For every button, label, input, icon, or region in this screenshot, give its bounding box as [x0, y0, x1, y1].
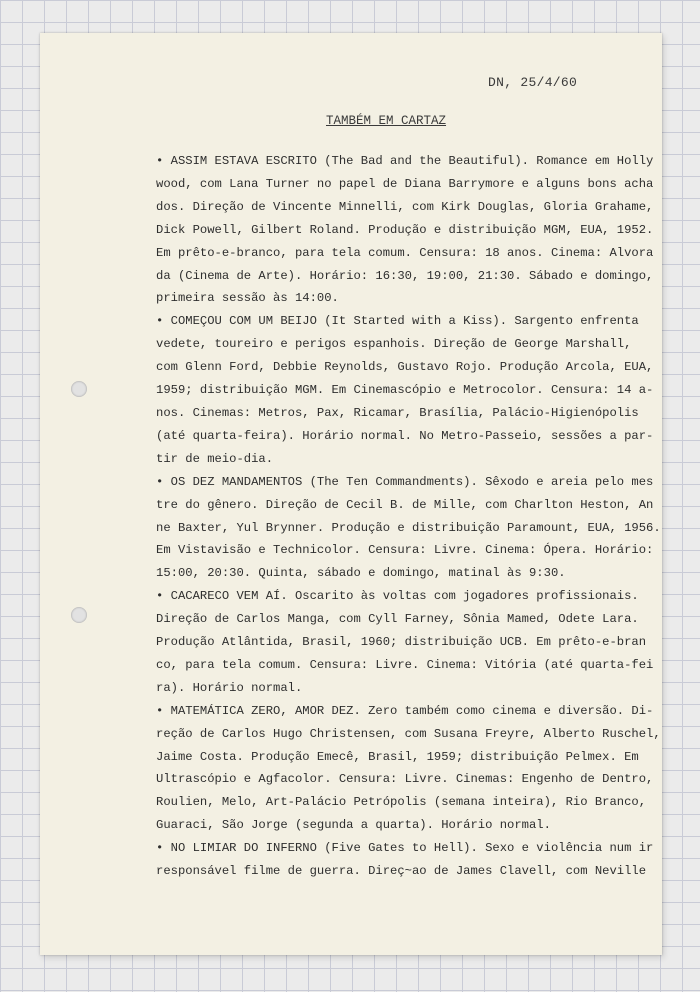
text-line: com Glenn Ford, Debbie Reynolds, Gustavo Rojo. Produção Arcola, EUA, [156, 360, 654, 375]
text-line: Direção de Carlos Manga, com Cyll Farney, Sônia Mamed, Odete Lara. [156, 612, 639, 627]
punch-hole-bottom [71, 607, 87, 623]
text-line: Em Vistavisão e Technicolor. Censura: Livre. Cinema: Ópera. Horário: [156, 543, 654, 558]
page-title: TAMBÉM EM CARTAZ [326, 114, 447, 128]
typed-page [40, 33, 662, 955]
text-line: 1959; distribuição MGM. Em Cinemascópio e Metrocolor. Censura: 14 a- [156, 383, 654, 398]
text-line: Jaime Costa. Produção Emecê, Brasil, 1959; distribuição Pelmex. Em [156, 749, 639, 764]
text-line: Dick Powell, Gilbert Roland. Produção e distribuição MGM, EUA, 1952. [156, 222, 654, 237]
text-line: reção de Carlos Hugo Christensen, com Susana Freyre, Alberto Ruschel, [156, 726, 661, 741]
text-line: (até quarta-feira). Horário normal. No Metro-Passeio, sessões a par- [156, 428, 654, 443]
text-line: Ultrascópio e Agfacolor. Censura: Livre. Cinemas: Engenho de Dentro, [156, 772, 654, 787]
text-line: Guaraci, São Jorge (segunda a quarta). Horário normal. [156, 818, 551, 833]
text-line: Produção Atlântida, Brasil, 1960; distribuição UCB. Em prêto-e-bran [156, 635, 647, 650]
text-line: Em prêto-e-branco, para tela comum. Censura: 18 anos. Cinema: Alvora [156, 245, 654, 260]
text-line: • OS DEZ MANDAMENTOS (The Ten Commandments). Sêxodo e areia pelo mes [156, 474, 654, 489]
text-line: tir de meio-dia. [156, 451, 274, 466]
text-line: • NO LIMIAR DO INFERNO (Five Gates to Hell). Sexo e violência num ir [156, 841, 654, 856]
text-line: wood, com Lana Turner no papel de Diana Barrymore e alguns bons acha [156, 176, 654, 191]
text-line: ne Baxter, Yul Brynner. Produção e distribuição Paramount, EUA, 1956. [156, 520, 661, 535]
text-line: nos. Cinemas: Metros, Pax, Ricamar, Brasília, Palácio-Higienópolis [156, 405, 639, 420]
text-line: tre do gênero. Direção de Cecil B. de Mille, com Charlton Heston, An [156, 497, 654, 512]
text-line: responsável filme de guerra. Direç~ao de James Clavell, com Neville [156, 864, 647, 879]
text-line: dos. Direção de Vincente Minnelli, com Kirk Douglas, Gloria Grahame, [156, 199, 654, 214]
text-line: co, para tela comum. Censura: Livre. Cinema: Vitória (até quarta-fei [156, 657, 654, 672]
dateline: DN, 25/4/60 [488, 75, 578, 90]
text-line: vedete, toureiro e perigos espanhois. Direção de George Marshall, [156, 337, 632, 352]
punch-hole-top [71, 381, 87, 397]
text-line: • ASSIM ESTAVA ESCRITO (The Bad and the Beautiful). Romance em Holly [156, 154, 654, 168]
text-line: Roulien, Melo, Art-Palácio Petrópolis (semana inteira), Rio Branco, [156, 795, 647, 810]
text-line: ra). Horário normal. [156, 680, 303, 695]
text-line: da (Cinema de Arte). Horário: 16:30, 19:00, 21:30. Sábado e domingo, [156, 268, 654, 283]
text-line: primeira sessão às 14:00. [156, 291, 339, 306]
text-line: • MATEMÁTICA ZERO, AMOR DEZ. Zero também como cinema e diversão. Di- [156, 703, 654, 718]
text-line: 15:00, 20:30. Quinta, sábado e domingo, matinal às 9:30. [156, 566, 566, 581]
typed-text-body [156, 150, 661, 883]
text-line: • CACARECO VEM AÍ. Oscarito às voltas com jogadores profissionais. [156, 589, 639, 604]
text-line: • COMEÇOU COM UM BEIJO (It Started with a Kiss). Sargento enfrenta [156, 314, 639, 329]
